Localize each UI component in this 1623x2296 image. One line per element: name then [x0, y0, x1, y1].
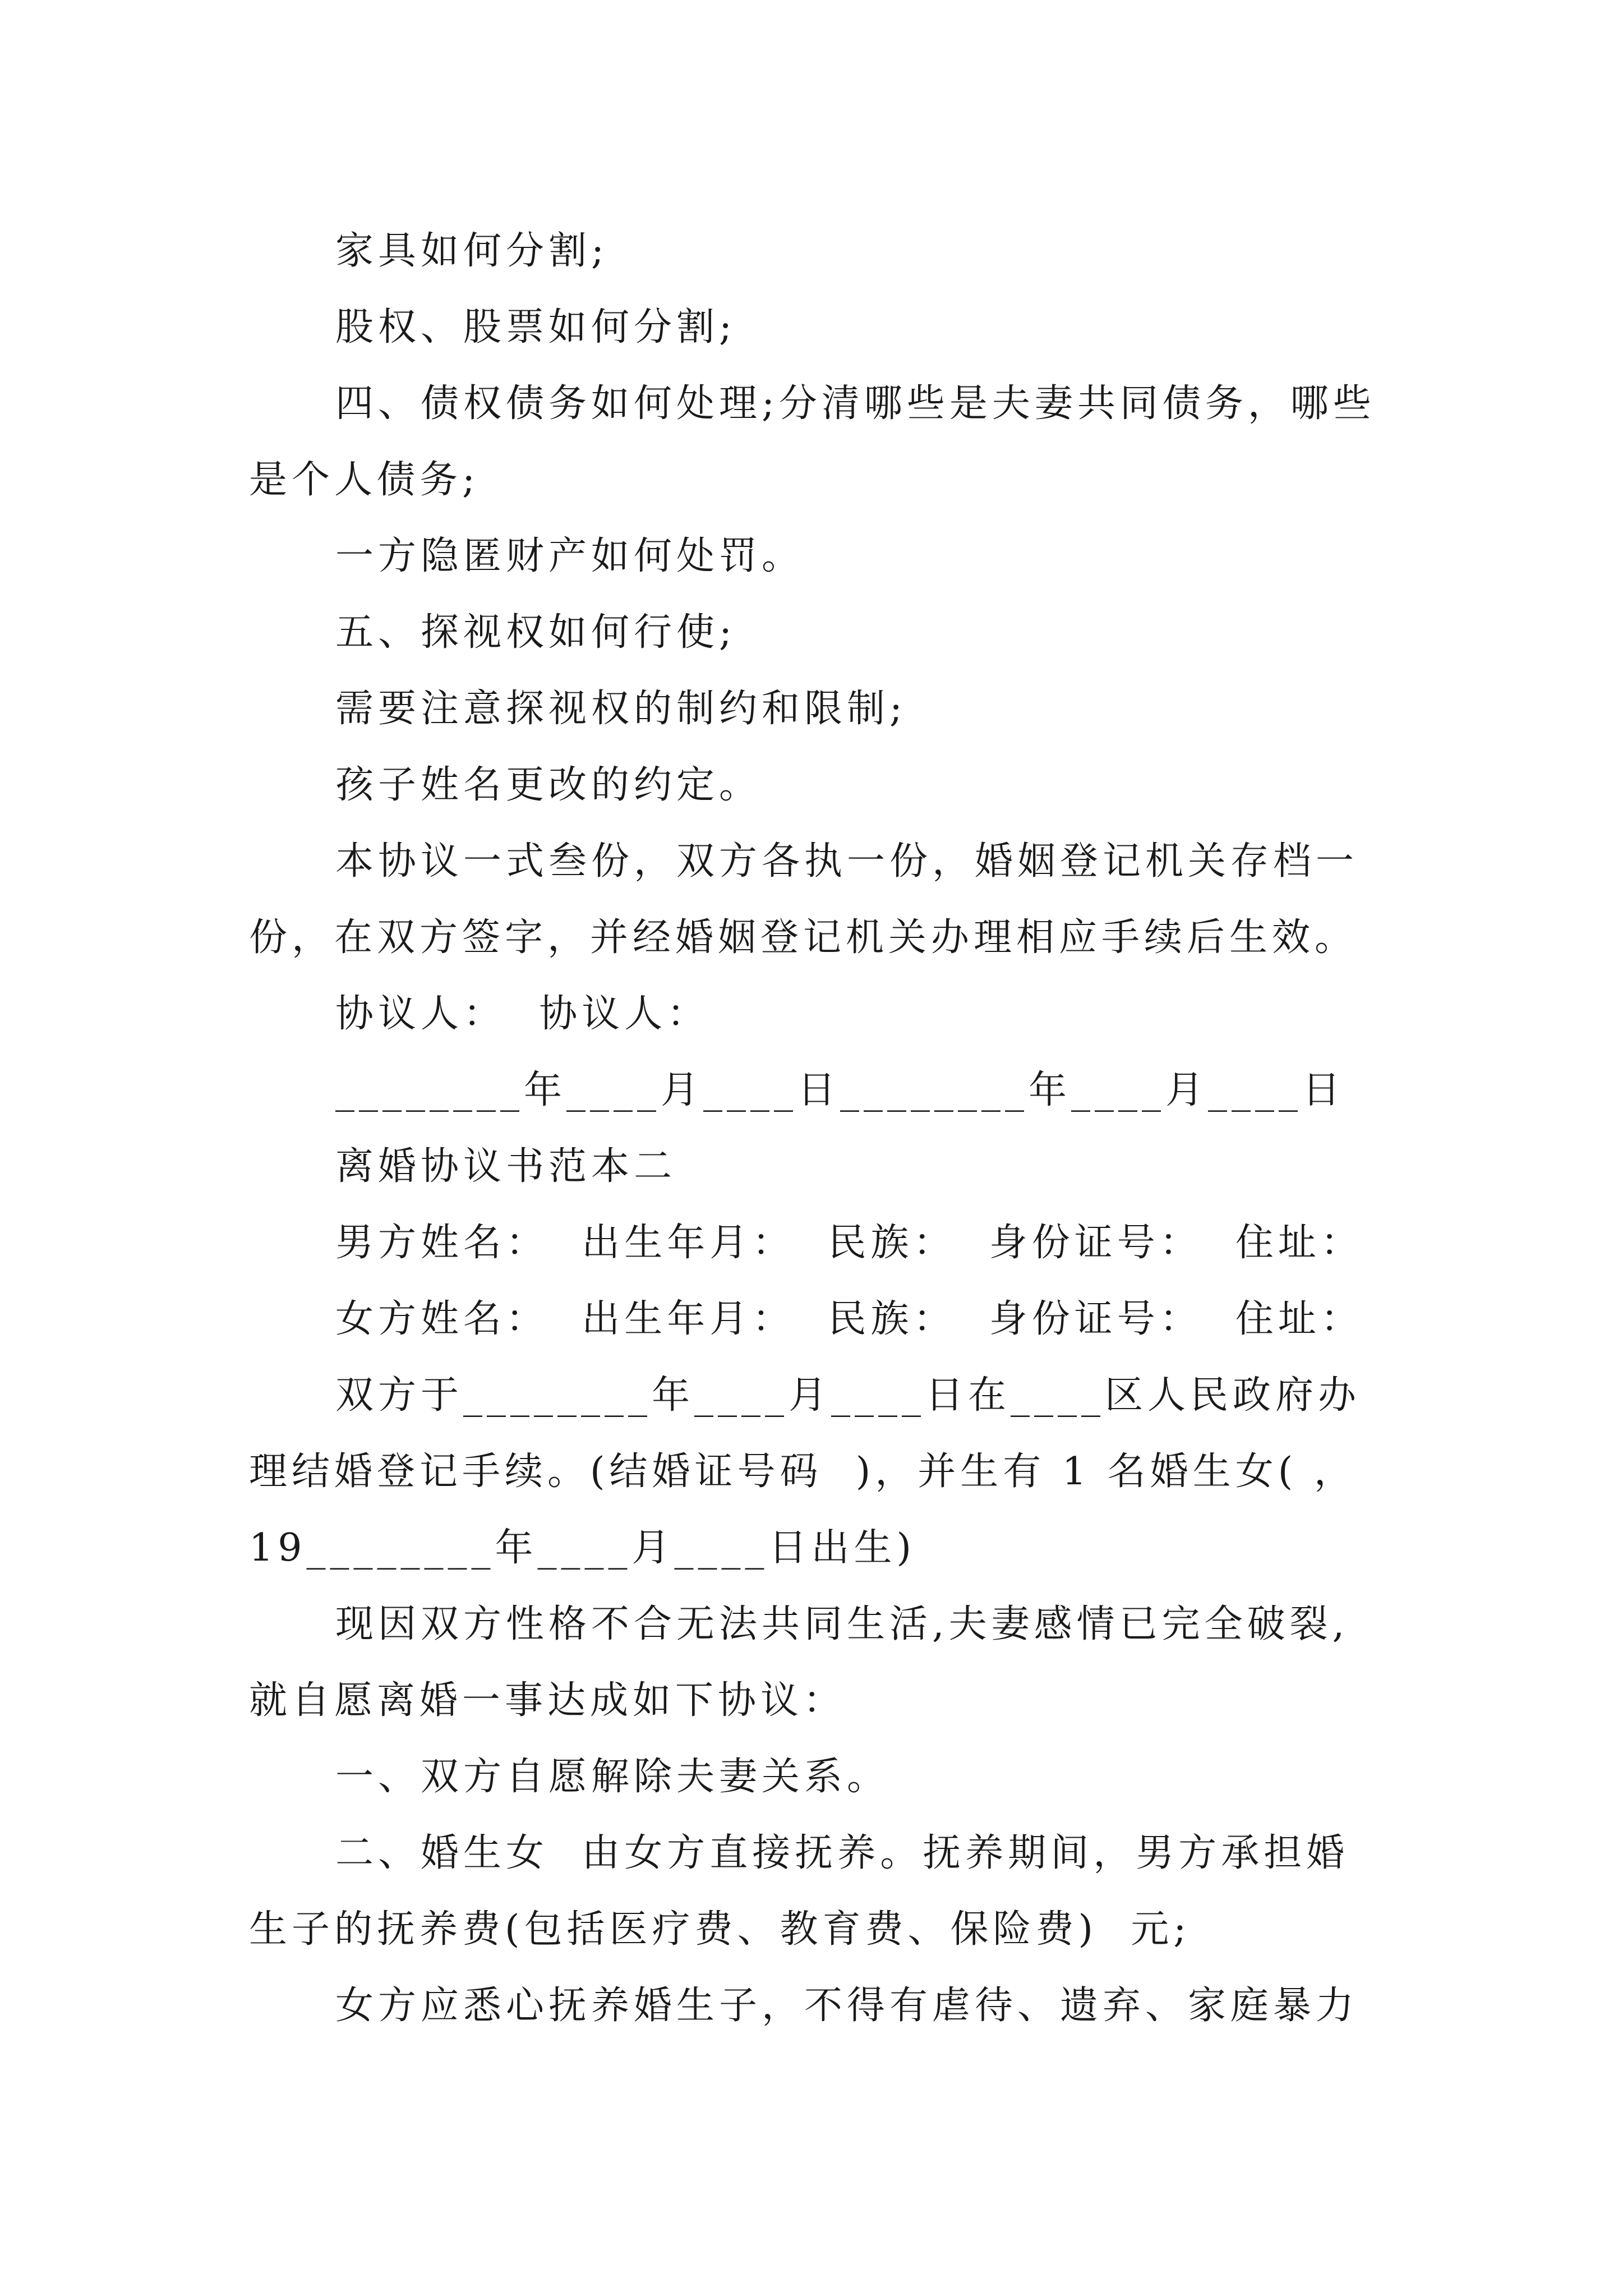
paragraph-signature-dates: ________年____月____日________年____月____日 — [335, 1068, 1345, 1112]
paragraph-furniture-division: 家具如何分割; — [335, 229, 608, 273]
paragraph-marriage-registration: 双方于________年____月____日在____区人民政府办理结婚登记手续。(结婚证号码 )，并生有 1 名婚生女( ，19________年____月____日出生) — [249, 1373, 1361, 1570]
paragraph-divorce-reason: 现因双方性格不合无法共同生活,夫妻感情已完全破裂,就自愿离婚一事达成如下协议： — [249, 1602, 1349, 1723]
paragraph-visitation-rights: 五、探视权如何行使; — [335, 610, 736, 655]
paragraph-signatories: 协议人： 协议人： — [335, 992, 710, 1036]
paragraph-child-name: 孩子姓名更改的约定。 — [335, 763, 762, 807]
paragraph-child-care: 女方应悉心抚养婚生子，不得有虐待、遗弃、家庭暴力 — [335, 1984, 1359, 2028]
paragraph-clause-one: 一、双方自愿解除夫妻关系。 — [335, 1755, 890, 1799]
paragraph-copies-effective: 本协议一式叁份，双方各执一份，婚姻登记机关存档一份，在双方签字，并经婚姻登记机关办理相应手续后生效。 — [249, 839, 1359, 960]
paragraph-debt-handling: 四、债权债务如何处理;分清哪些是夫妻共同债务，哪些是个人债务; — [249, 381, 1376, 502]
paragraph-clause-two: 二、婚生女 由女方直接抚养。抚养期间，男方承担婚生子的抚养费(包括医疗费、教育费、保险费) 元; — [249, 1831, 1349, 1952]
document-body — [249, 213, 1376, 2044]
paragraph-female-info: 女方姓名： 出生年月： 民族： 身份证号： 住址： — [335, 1297, 1363, 1341]
paragraph-equity-division: 股权、股票如何分割; — [335, 305, 736, 349]
section-title-sample-two: 离婚协议书范本二 — [335, 1144, 677, 1189]
paragraph-hidden-assets: 一方隐匿财产如何处罚。 — [335, 534, 805, 578]
paragraph-male-info: 男方姓名： 出生年月： 民族： 身份证号： 住址： — [335, 1221, 1363, 1265]
paragraph-visitation-limits: 需要注意探视权的制约和限制; — [335, 687, 907, 731]
